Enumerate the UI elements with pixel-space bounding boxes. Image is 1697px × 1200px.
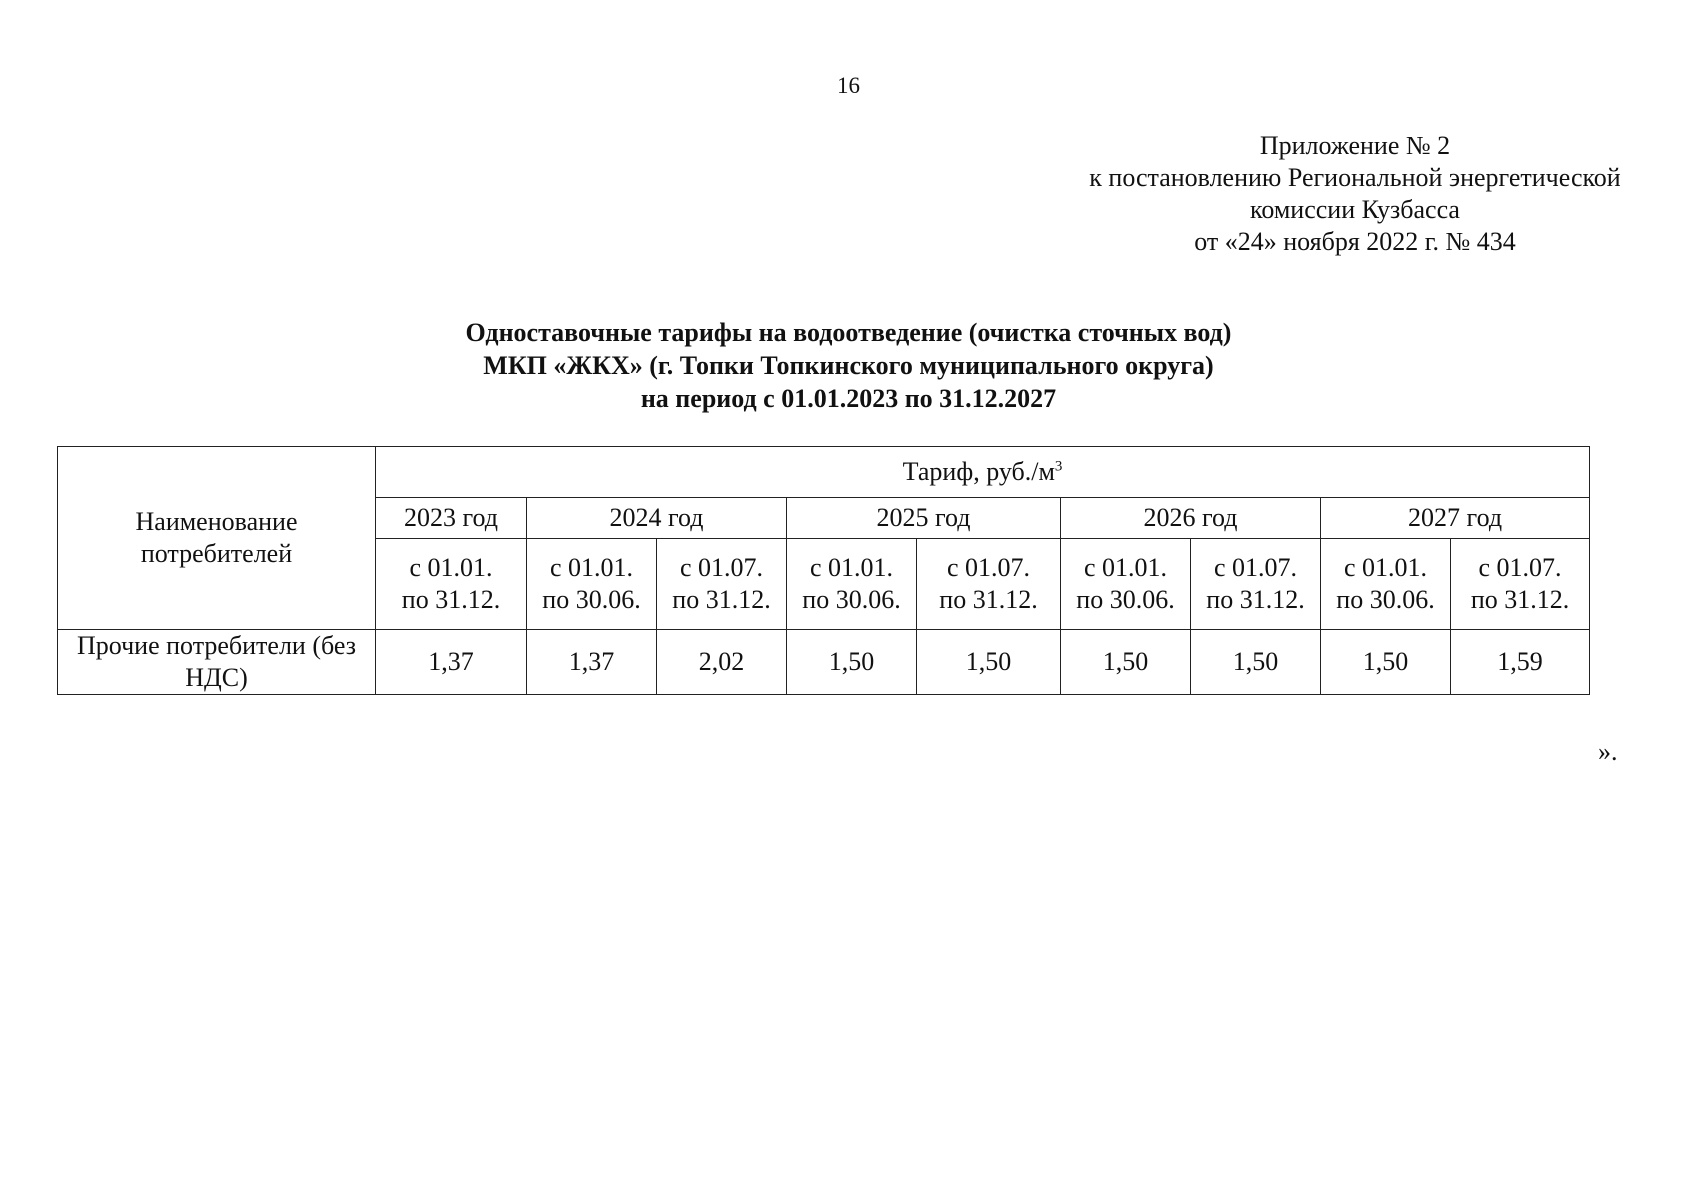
period-from: с 01.01.	[1343, 553, 1428, 582]
period-header	[1061, 539, 1191, 630]
tariff-value-cell: 2,02	[657, 630, 787, 695]
period-from: с 01.01.	[409, 553, 493, 582]
period-from: с 01.07.	[946, 553, 1031, 582]
title-line: на период с 01.01.2023 по 31.12.2027	[640, 384, 1057, 413]
appendix-block	[1030, 130, 1680, 258]
tariff-header-text: Тариф, руб./м	[902, 457, 1055, 486]
appendix-line: комиссии Кузбасса	[1250, 195, 1460, 224]
period-header	[1321, 539, 1451, 630]
period-from: с 01.01.	[1083, 553, 1168, 582]
period-from: с 01.07.	[1213, 553, 1298, 582]
tariff-value-cell: 1,37	[376, 630, 527, 695]
consumer-name-header: Наименование потребителей	[58, 447, 376, 630]
year-header-2025: 2025 год	[787, 498, 1061, 539]
title-line: Одноставочные тарифы на водоотведение (очистка сточных вод)	[465, 318, 1232, 347]
period-from: с 01.01.	[809, 553, 894, 582]
period-header	[376, 539, 527, 630]
tariff-header-superscript: 3	[1054, 458, 1063, 475]
period-from: с 01.07.	[679, 553, 764, 582]
year-header-2023: 2023 год	[376, 498, 527, 539]
period-to: по 30.06.	[1076, 585, 1175, 614]
table-row	[58, 630, 1590, 695]
period-from: с 01.01.	[549, 553, 634, 582]
appendix-line: Приложение № 2	[1259, 131, 1451, 160]
closing-quote-mark: ».	[1598, 737, 1618, 766]
period-header	[657, 539, 787, 630]
period-header	[527, 539, 657, 630]
tariff-table	[57, 446, 1590, 695]
period-to: по 30.06.	[542, 585, 641, 614]
appendix-line: к постановлению Региональной энергетической	[1089, 163, 1621, 192]
period-to: по 31.12.	[1206, 585, 1305, 614]
tariff-value-cell: 1,50	[787, 630, 917, 695]
year-header-2027: 2027 год	[1321, 498, 1590, 539]
tariff-value-cell: 1,50	[1061, 630, 1191, 695]
tariff-header	[376, 447, 1590, 498]
tariff-value-cell: 1,50	[1191, 630, 1321, 695]
period-header	[1191, 539, 1321, 630]
period-to: по 31.12.	[939, 585, 1038, 614]
page-number: 16	[837, 73, 860, 98]
tariff-value-cell: 1,37	[527, 630, 657, 695]
year-header-2026: 2026 год	[1061, 498, 1321, 539]
period-to: по 31.12.	[1470, 585, 1570, 614]
period-to: по 31.12.	[672, 585, 771, 614]
period-to: по 30.06.	[1336, 585, 1435, 614]
appendix-line: от «24» ноября 2022 г. № 434	[1194, 227, 1516, 256]
period-to: по 30.06.	[802, 585, 901, 614]
tariff-value-cell: 1,50	[1321, 630, 1451, 695]
period-header	[787, 539, 917, 630]
document-title	[0, 316, 1697, 415]
period-header	[917, 539, 1061, 630]
tariff-value-cell: 1,50	[917, 630, 1061, 695]
period-header	[1451, 539, 1590, 630]
year-header-2024: 2024 год	[527, 498, 787, 539]
period-from: с 01.07.	[1478, 553, 1562, 582]
tariff-value-cell: 1,59	[1451, 630, 1590, 695]
period-to: по 31.12.	[401, 585, 501, 614]
title-line: МКП «ЖКХ» (г. Топки Топкинского муниципального округа)	[483, 351, 1214, 380]
consumer-name-cell: Прочие потребители (без НДС)	[58, 630, 376, 695]
